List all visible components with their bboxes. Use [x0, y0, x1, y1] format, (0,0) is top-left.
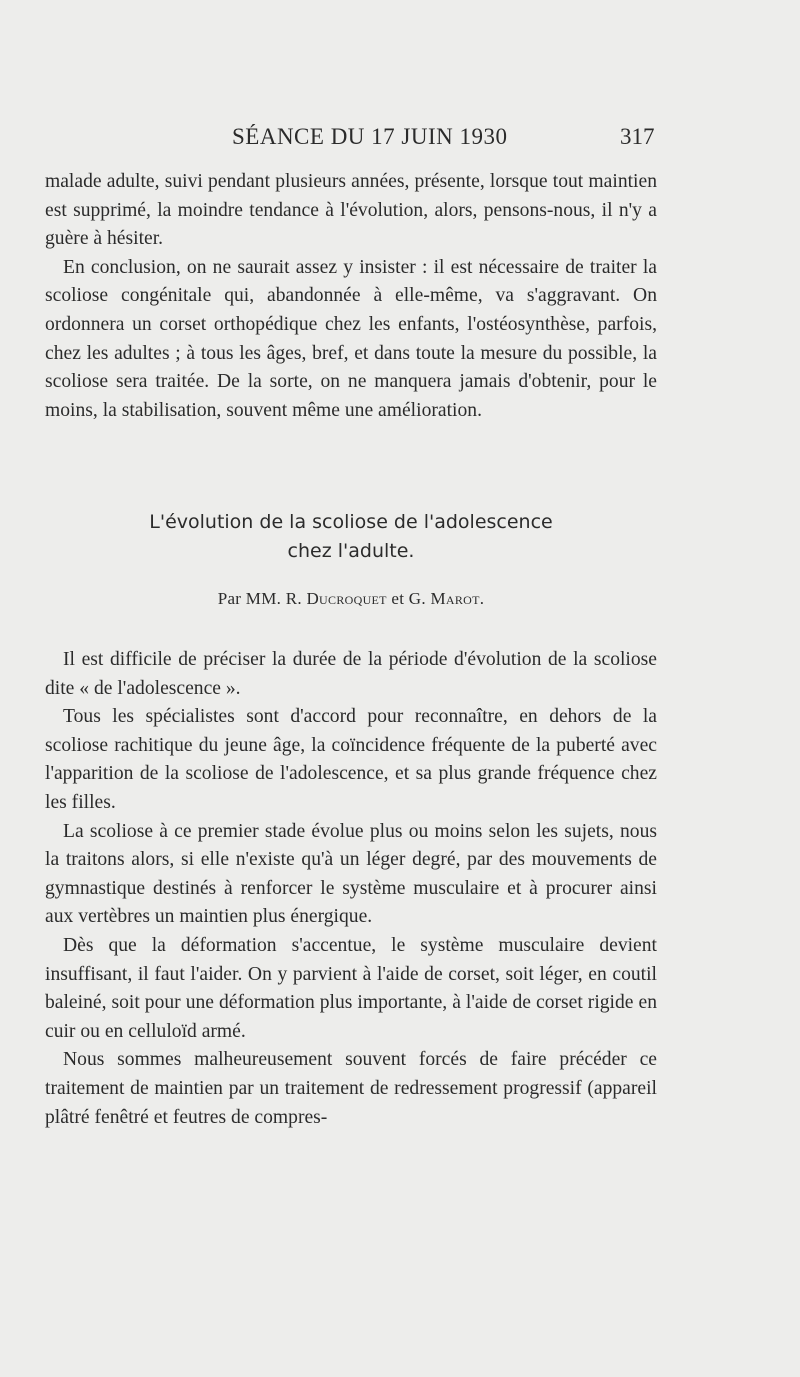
page-header	[0, 124, 800, 154]
article-authors	[45, 589, 657, 609]
author-name: Marot.	[430, 589, 485, 608]
article-title-line: chez l'adulte.	[287, 540, 415, 562]
article-title-line: L'évolution de la scoliose de l'adolescence	[149, 511, 553, 533]
paragraph: La scoliose à ce premier stade évolue plus ou moins selon les sujets, nous la traitons alors, si elle n'existe qu'à un léger degré, par des mouvements de gymnastique destinés à renforcer le système musculaire et à procurer ainsi aux vertèbres un maintien plus énergique.	[45, 820, 657, 928]
article-text-block	[45, 646, 657, 1132]
running-title: SÉANCE DU 17 JUIN 1930	[232, 124, 508, 149]
author-name: Ducroquet	[306, 589, 387, 608]
article-title	[45, 508, 657, 566]
authors-connector: et G.	[391, 589, 426, 608]
paragraph: Il est difficile de préciser la durée de la période d'évolution de la scoliose dite « de l'adolescence ».	[45, 649, 657, 699]
paragraph: Nous sommes malheureusement souvent forcés de faire précéder ce traitement de maintien par un traitement de redressement progressif (appareil plâtré fenêtré et feutres de compres-	[45, 1049, 657, 1128]
authors-prefix: Par MM. R.	[217, 589, 302, 608]
paragraph: Dès que la déformation s'accentue, le système musculaire devient insuffisant, il faut l'aider. On y parvient à l'aide de corset, soit léger, en coutil baleiné, soit pour une déformation plus importante, à l'aide de corset rigide en cuir ou en celluloïd armé.	[45, 934, 657, 1042]
paragraph: Tous les spécialistes sont d'accord pour reconnaître, en dehors de la scoliose rachitique du jeune âge, la coïncidence fréquente de la puberté avec l'apparition de la scoliose de l'adolescence, et sa plus grande fréquence chez les filles.	[45, 706, 657, 813]
paragraph: En conclusion, on ne saurait assez y insister : il est nécessaire de traiter la scoliose congénitale qui, abandonnée à elle-même, va s'aggravant. On ordonnera un corset orthopédique chez les enfants, l'ostéosynthèse, parfois, chez les adultes ; à tous les âges, bref, et dans toute la mesure du possible, la scoliose sera traitée. De la sorte, on ne manquera jamais d'obtenir, pour le moins, la stabilisation, souvent même une amélioration.	[45, 256, 657, 421]
paragraph: malade adulte, suivi pendant plusieurs années, présente, lorsque tout maintien est supprimé, la moindre tendance à l'évolution, alors, pensons-nous, il n'y a guère à hésiter.	[45, 171, 657, 250]
intro-text-block	[45, 168, 657, 425]
page-number: 317	[620, 124, 655, 149]
